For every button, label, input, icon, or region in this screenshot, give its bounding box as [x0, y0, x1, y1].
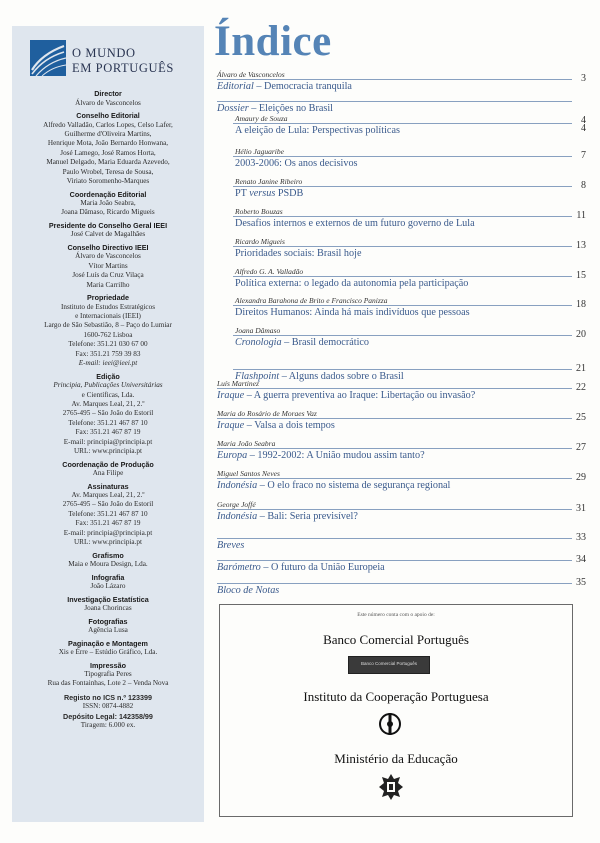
toc-title-text: Brasil democrático [291, 337, 370, 348]
credit-line: Tiragem: 6.000 ex. [80, 721, 136, 729]
toc-section: Iraque [217, 420, 245, 431]
toc-section: Barómetro [217, 562, 261, 573]
credit-line: João Lázaro [90, 581, 126, 590]
logo-text-line2: EM PORTUGUÊS [72, 61, 174, 75]
toc-title [235, 125, 400, 136]
toc-page-number: 33 [576, 532, 586, 543]
toc-title [235, 248, 361, 259]
toc-title-part: versus [249, 188, 276, 199]
credits-list [12, 86, 204, 730]
credit-line: Ana Filipe [92, 468, 124, 477]
credit-heading: Edição [96, 371, 120, 381]
toc-title [235, 218, 475, 229]
toc-title [235, 158, 358, 169]
toc-author: Luís Martinez [217, 379, 259, 388]
toc-title-text: Direitos Humanos: Ainda há mais indivíduos que pessoas [235, 307, 470, 318]
toc-title-text: A guerra preventiva ao Iraque: Libertação ou invasão? [253, 390, 476, 401]
toc-title-text: 2003-2006: Os anos decisivos [235, 158, 358, 169]
toc-dash: – [244, 420, 255, 431]
toc-divider [217, 448, 572, 449]
toc-dash: – [244, 390, 254, 401]
credit-line: Registo no ICS n.º 123399 [63, 692, 153, 702]
credit-line: 2765-495 – São João do Estoril [62, 500, 154, 509]
bcp-logo-badge [348, 656, 430, 674]
logo-text-line1: O MUNDO [72, 46, 136, 60]
credit-line: e Científicas, Lda. [81, 390, 135, 399]
credit-line: URL: www.principia.pt [73, 446, 142, 455]
page-title: Índice [214, 18, 332, 65]
toc-dash: – [257, 480, 268, 491]
toc-page-number: 15 [576, 270, 586, 281]
toc-divider [233, 123, 572, 124]
credit-line: E-mail: principia@principia.pt [63, 528, 153, 537]
credit-heading: Conselho Directivo IEEI [67, 243, 149, 253]
toc-page-number: 4 [581, 123, 586, 134]
credit-line: Vítor Martins [88, 261, 128, 270]
toc-title-text: Alguns dados sobre o Brasil [288, 371, 404, 382]
toc-page-number: 3 [581, 73, 586, 84]
credit-line: 1600-762 Lisboa [83, 330, 133, 339]
toc-author: Amaury de Souza [235, 114, 288, 123]
toc-title [235, 307, 470, 318]
toc-section: Europa [217, 450, 248, 461]
credit-line: Fax: 351.21 467 87 19 [75, 428, 141, 437]
toc-divider [233, 156, 572, 157]
credit-heading: Assinaturas [87, 481, 129, 491]
toc-dash: – [257, 511, 268, 522]
toc-divider [217, 388, 572, 389]
credit-line: ISSN: 0874-4882 [82, 702, 134, 711]
sponsor-bcp-name: Banco Comercial Português [323, 632, 469, 647]
toc-title [235, 371, 404, 382]
credit-heading: Director [94, 89, 122, 99]
toc-author: Alfredo G. A. Valladão [235, 267, 304, 276]
credit-heading: Presidente do Conselho Geral IEEI [48, 221, 168, 231]
toc-author: Miguel Santos Neves [217, 469, 280, 478]
credit-line: Paulo Wrobel, Teresa de Sousa, [62, 167, 154, 176]
toc-title-text: O elo fraco no sistema de segurança regional [267, 480, 451, 491]
toc-divider [217, 509, 572, 510]
credit-line: Alfredo Valladão, Carlos Lopes, Celso Lafer, [43, 120, 173, 129]
toc-title [217, 511, 358, 522]
toc-author: Maria João Seabra [217, 439, 276, 448]
toc-title [217, 540, 244, 551]
cooperation-emblem-icon [377, 711, 403, 737]
toc-dash: – [247, 450, 258, 461]
toc-title-text: Eleições no Brasil [258, 103, 334, 114]
toc-divider [217, 418, 572, 419]
credit-line: Telefone: 351.21 467 87 10 [68, 418, 148, 427]
toc-page-number: 4 [581, 115, 586, 126]
toc-page-number: 11 [576, 210, 586, 221]
toc-page-number: 29 [576, 472, 586, 483]
credit-line: José Lamego, José Ramos Horta, [60, 148, 156, 157]
bcp-badge-text: Banco Comercial Português [360, 661, 418, 666]
globe-logo-icon [30, 40, 66, 76]
toc-section: Iraque [217, 390, 245, 401]
credit-line: Largo de São Sebastião, 8 – Paço do Lumiar [44, 321, 172, 330]
toc-title [235, 337, 369, 348]
toc-dash: – [248, 103, 259, 114]
toc-title [235, 188, 303, 199]
sponsors-note: Este número conta com o apoio de: [357, 612, 435, 618]
toc-page-number: 31 [576, 503, 586, 514]
credit-heading: Coordenação de Produção [62, 459, 154, 469]
toc-divider [217, 79, 572, 80]
toc-divider [233, 216, 572, 217]
toc-divider [217, 478, 572, 479]
toc-title-part: PSDB [275, 188, 304, 199]
toc-title [217, 390, 475, 401]
toc-title [217, 480, 450, 491]
credit-line: José Luís da Cruz Vilaça [72, 271, 144, 280]
credit-heading: Infografia [91, 572, 125, 582]
toc-title [217, 420, 335, 431]
credit-heading: Paginação e Montagem [68, 638, 148, 648]
toc-section: Indonésia [217, 511, 258, 522]
toc-author: Hélio Jaguaribe [235, 147, 284, 156]
publication-logo [30, 40, 190, 80]
toc-title-text: Desafios internos e externos de um futuro governo de Lula [235, 218, 475, 229]
toc-section: Breves [217, 540, 245, 551]
toc-title [217, 450, 425, 461]
credit-heading: Fotografias [88, 616, 128, 626]
toc-page-number: 34 [576, 554, 586, 565]
toc-page-number: 35 [576, 577, 586, 588]
sponsor-ipad-name: Instituto da Cooperação Portuguesa [303, 689, 489, 704]
toc-section: Cronologia [235, 337, 282, 348]
toc-title-part: PT [235, 188, 250, 199]
toc-page-number: 27 [576, 442, 586, 453]
toc-dash: – [281, 337, 292, 348]
toc-page-number: 20 [576, 329, 586, 340]
credit-line: Rua das Fontainhas, Lote 2 – Venda Nova [47, 679, 169, 688]
toc-divider [233, 335, 572, 336]
toc-divider [217, 560, 572, 561]
toc-section: Dossier [217, 103, 249, 114]
toc-dash: – [253, 81, 264, 92]
credit-line: Maria João Seabra, [80, 199, 136, 208]
toc-divider [217, 538, 572, 539]
toc-page-number: 13 [576, 240, 586, 251]
toc-title-text: O futuro da União Europeia [270, 562, 385, 573]
toc-title-text: Bali: Seria previsível? [267, 511, 358, 522]
toc-author: Álvaro de Vasconcelos [217, 70, 285, 79]
toc-author: George Joffé [217, 500, 256, 509]
credit-line: Henrique Mota, João Bernardo Honwana, [47, 139, 169, 148]
credit-line: E-mail: ieei@ieei.pt [78, 359, 138, 368]
credit-line: Álvaro de Vasconcelos [75, 98, 141, 107]
credit-line: Joana Dâmaso, Ricardo Migueis [61, 208, 155, 217]
credit-heading: Conselho Editorial [76, 111, 140, 121]
credit-heading: Investigação Estatística [67, 594, 149, 604]
toc-page-number: 21 [576, 363, 586, 374]
credit-heading: Grafismo [92, 550, 124, 560]
credit-line: Manuel Delgado, Maria Eduarda Azevedo, [46, 158, 170, 167]
toc-page-number: 25 [576, 412, 586, 423]
toc-section: Flashpoint [235, 371, 280, 382]
credit-line: Maia e Moura Design, Lda. [68, 559, 148, 568]
credit-line: Fax: 351.21 467 87 19 [75, 519, 141, 528]
sponsor-me-name: Ministério da Educação [334, 751, 458, 766]
credit-heading: Coordenação Editorial [69, 189, 147, 199]
credit-line: Joana Chorincas [84, 603, 132, 612]
credit-line: E-mail: principia@principia.pt [63, 437, 153, 446]
credit-line: Maria Carrilho [86, 280, 130, 289]
toc-section: Indonésia [217, 480, 258, 491]
toc-section: Editorial [217, 81, 254, 92]
toc-dash: – [279, 371, 289, 382]
credit-line: Av. Marques Leal, 21, 2.º [71, 399, 145, 408]
toc-author: Ricardo Migueis [235, 237, 285, 246]
credit-line: URL: www.principia.pt [73, 537, 142, 546]
toc-title [217, 585, 279, 596]
toc-author: Roberto Bouzas [235, 207, 283, 216]
credit-line: Telefone: 351.21 030 67 00 [68, 340, 148, 349]
credit-line: Telefone: 351.21 467 87 10 [68, 509, 148, 518]
credit-heading: Propriedade [87, 293, 129, 303]
toc-title [217, 103, 333, 114]
credit-line: Instituto de Estudos Estratégicos [60, 302, 156, 311]
credit-line: Tipografia Peres [84, 669, 132, 678]
toc-author: Renato Janine Ribeiro [235, 177, 303, 186]
credit-line: e Internacionais (IEEI) [75, 312, 141, 321]
toc-title [217, 81, 352, 92]
masthead-sidebar [12, 26, 204, 822]
credit-line: Av. Marques Leal, 21, 2.º [71, 490, 145, 499]
toc-title [235, 278, 468, 289]
sponsors-box [219, 604, 573, 817]
credit-heading: Impressão [90, 660, 126, 670]
toc-dash: – [260, 562, 271, 573]
toc-title-text: Valsa a dois tempos [254, 420, 335, 431]
toc-title-text: 1992-2002: A União mudou assim tanto? [257, 450, 425, 461]
credit-line: Álvaro de Vasconcelos [75, 252, 141, 261]
toc-title-text: Prioridades sociais: Brasil hoje [235, 248, 362, 259]
toc-divider [233, 186, 572, 187]
toc-divider [217, 101, 572, 102]
toc-author: Alexandra Barahona de Brito e Francisco Panizza [235, 296, 388, 305]
toc-divider [217, 583, 572, 584]
credit-line: Fax: 351.21 759 39 83 [75, 349, 141, 358]
toc-divider [233, 305, 572, 306]
toc-title-text: A eleição de Lula: Perspectivas políticas [235, 125, 400, 136]
coat-of-arms-icon [378, 773, 404, 801]
credit-line: Xis e Érre – Estúdio Gráfico, Lda. [58, 647, 158, 656]
toc-divider [233, 246, 572, 247]
toc-author: Maria do Rosário de Moraes Vaz [217, 409, 317, 418]
toc-page-number: 7 [581, 150, 586, 161]
credit-line: Guilherme d'Oliveira Martins, [64, 130, 152, 138]
credit-line: Depósito Legal: 142358/99 [63, 711, 153, 721]
credit-line: Viriato Soromenho-Marques [66, 177, 150, 186]
toc-author: Joana Dâmaso [235, 326, 281, 335]
toc-divider [233, 276, 572, 277]
credit-line: Agência Lusa [88, 625, 128, 634]
credit-line: 2765-495 – São João do Estoril [62, 409, 154, 418]
toc-divider [233, 369, 572, 370]
toc-title-text: Política externa: o legado da autonomia pela participação [235, 278, 469, 289]
credit-line: Principia, Publicações Universitárias [53, 381, 163, 390]
toc-title-text: Democracia tranquila [263, 81, 352, 92]
toc-page-number: 18 [576, 299, 586, 310]
toc-page-number: 8 [581, 180, 586, 191]
toc-title [217, 562, 385, 573]
credit-line: José Calvet de Magalhães [70, 230, 146, 239]
toc-section: Bloco de Notas [217, 585, 280, 596]
toc-page-number: 22 [576, 382, 586, 393]
